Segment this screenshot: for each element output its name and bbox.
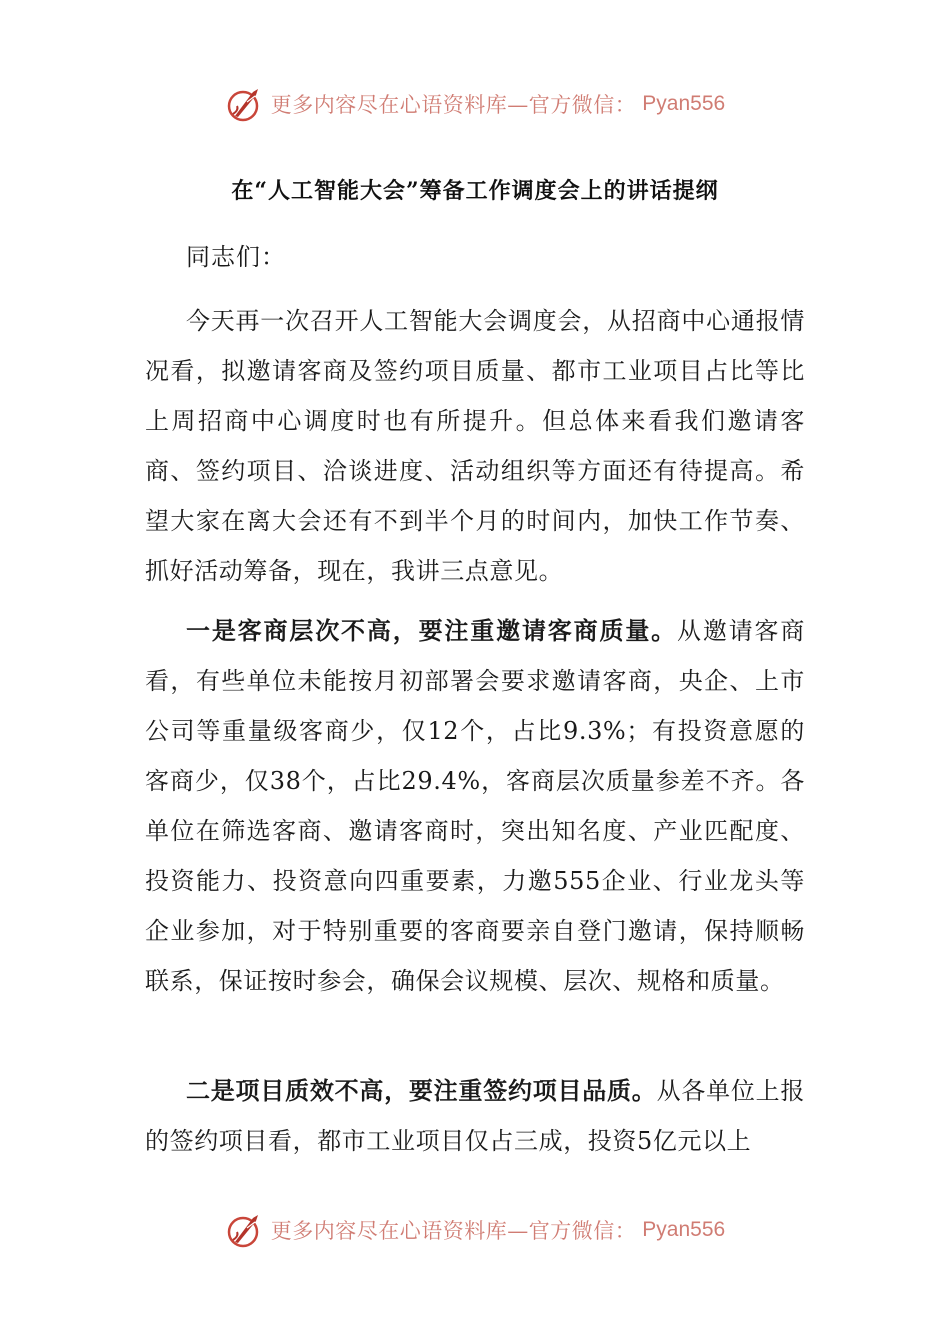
- quill-logo-icon: [225, 1210, 265, 1250]
- paragraph-intro: [145, 296, 805, 596]
- point-one-text: 从邀请客商看，有些单位未能按月初部署会要求邀请客商，央企、上市公司等重量级客商少，仅12个，占比9.3%；有投资意愿的客商少，仅38个，占比29.4%，客商层次质量参差不齐。各单位在筛选客商、邀请客商时，突出知名度、产业匹配度、投资能力、投资意向四重要素，力邀555企业、行业龙头等企业参加，对于特别重要的客商要亲自登门邀请，保持顺畅联系，保证按时参会，确保会议规模、层次、规格和质量。: [145, 617, 806, 995]
- point-one-heading: 一是客商层次不高，要注重邀请客商质量。: [186, 616, 678, 645]
- point-two-heading: 二是项目质效不高，要注重签约项目品质。: [186, 1076, 657, 1105]
- paragraph-point-two: [145, 1066, 805, 1166]
- paragraph-intro-text: 今天再一次召开人工智能大会调度会，从招商中心通报情况看，拟邀请客商及签约项目质量、都市工业项目占比等比上周招商中心调度时也有所提升。但总体来看我们邀请客商、签约项目、洽谈进度、活动组织等方面还有待提高。希望大家在离大会还有不到半个月的时间内，加快工作节奏、抓好活动筹备，现在，我讲三点意见。: [145, 307, 805, 585]
- quill-logo-icon: [225, 84, 265, 124]
- footer-banner-text: 更多内容尽在心语资料库—官方微信：: [270, 1219, 637, 1243]
- footer-banner: [0, 1208, 950, 1252]
- point-two-text: 从各单位上报的签约项目看，都市工业项目仅占三成，投资5亿元以上: [145, 1077, 805, 1155]
- document-title: 在“人工智能大会”筹备工作调度会上的讲话提纲: [231, 178, 719, 204]
- footer-banner-handle: Pyan556: [642, 1218, 726, 1241]
- header-banner-text: 更多内容尽在心语资料库—官方微信：: [270, 93, 637, 117]
- header-banner: [0, 82, 950, 126]
- salutation: 同志们：: [186, 243, 286, 271]
- header-banner-handle: Pyan556: [642, 92, 726, 115]
- paragraph-point-one: [145, 606, 805, 1006]
